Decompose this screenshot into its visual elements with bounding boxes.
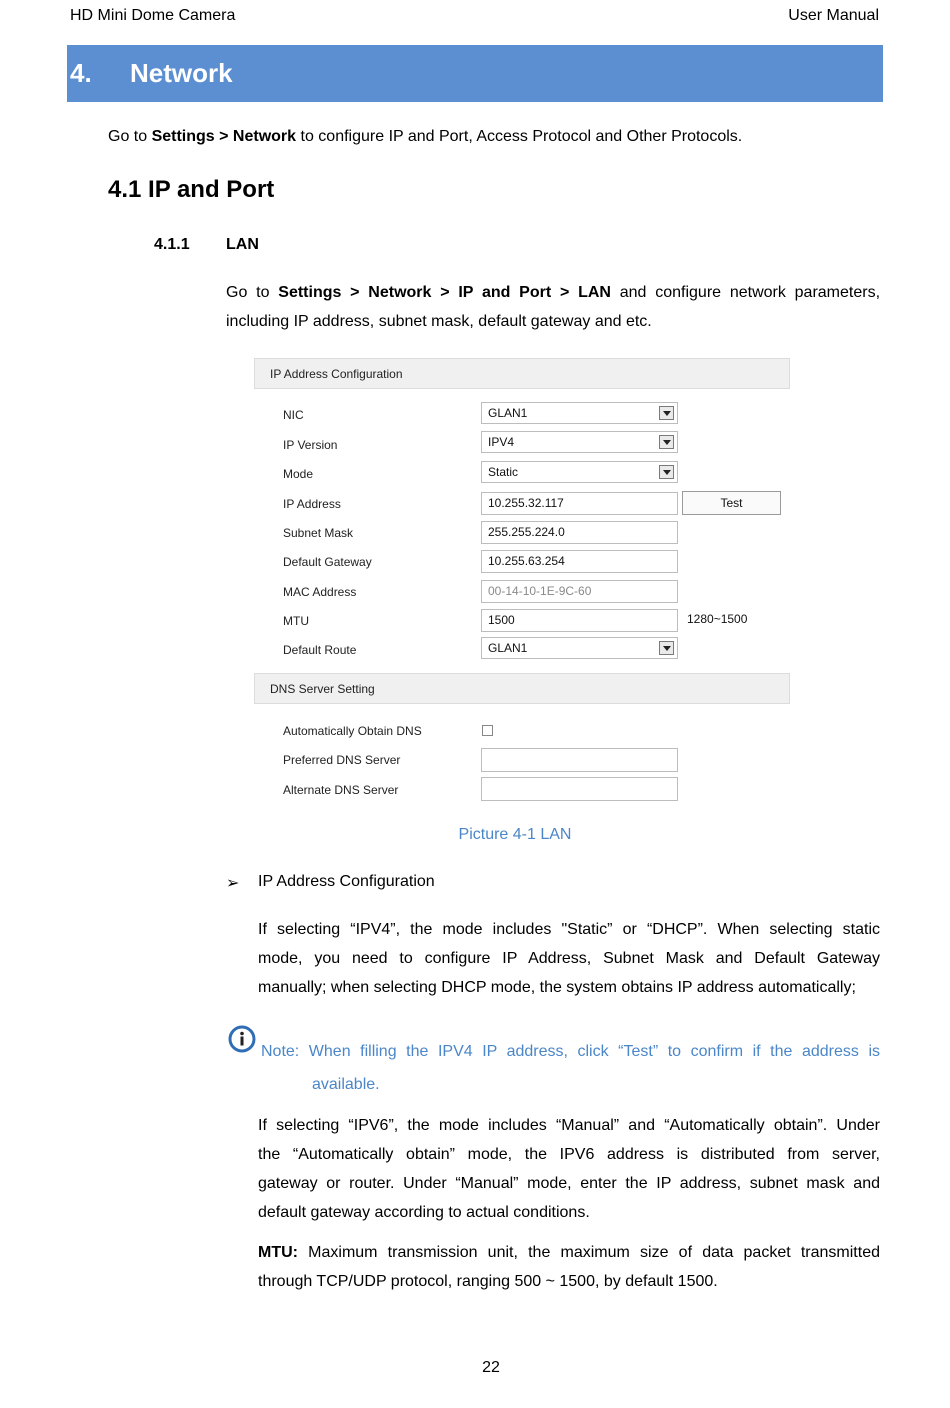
preferred-dns-label: Preferred DNS Server [283, 753, 401, 767]
nic-label: NIC [283, 408, 304, 422]
mac-address-value: 00-14-10-1E-9C-60 [488, 584, 592, 598]
info-icon [228, 1025, 256, 1053]
ipv4-para-line2: mode, you need to configure IP Address, Subnet Mask and Default Gateway [258, 950, 880, 967]
mode-select[interactable] [481, 461, 678, 483]
note-line2: available. [312, 1076, 380, 1093]
nic-select[interactable] [481, 402, 678, 424]
subnet-mask-label: Subnet Mask [283, 526, 354, 540]
mac-address-label: MAC Address [283, 585, 357, 599]
mode-label: Mode [283, 467, 314, 481]
lan-intro-post: and configure network parameters, [610, 284, 881, 301]
ipv6-para-line2: the “Automatically obtain” mode, the IPV6 address is distributed from server, [258, 1146, 880, 1163]
subsection-number: 4.1.1 [154, 236, 190, 253]
mtu-input[interactable] [481, 609, 678, 632]
default-gateway-value: 10.255.63.254 [488, 554, 565, 568]
mtu-para-text: Maximum transmission unit, the maximum size of data packet transmitted [297, 1244, 880, 1261]
ip-address-input[interactable] [481, 492, 678, 515]
mac-address-input [481, 580, 678, 603]
default-route-label: Default Route [283, 643, 357, 657]
bullet-arrow-icon: ➢ [226, 875, 240, 892]
subnet-mask-input[interactable] [481, 521, 678, 544]
lan-intro-path: Settings > Network > IP and Port > LAN [278, 284, 611, 301]
alternate-dns-label: Alternate DNS Server [283, 783, 399, 797]
test-button[interactable]: Test [682, 491, 781, 515]
ip-version-value: IPV4 [488, 435, 515, 449]
lan-intro-line2: including IP address, subnet mask, default gateway and etc. [226, 313, 652, 330]
mtu-bold-label: MTU: [258, 1244, 298, 1261]
bullet-heading: IP Address Configuration [258, 873, 435, 890]
nic-value: GLAN1 [488, 406, 528, 420]
dns-section-title: DNS Server Setting [270, 682, 375, 696]
mtu-value: 1500 [488, 613, 515, 627]
ipv6-para-line4: default gateway according to actual conditions. [258, 1204, 590, 1221]
mode-value: Static [488, 465, 519, 479]
ip-version-select[interactable] [481, 431, 678, 453]
default-gateway-label: Default Gateway [283, 555, 372, 569]
default-route-value: GLAN1 [488, 641, 528, 655]
intro-paragraph [108, 122, 742, 151]
mtu-para-line1 [258, 1238, 880, 1267]
auto-dns-label: Automatically Obtain DNS [283, 724, 422, 738]
mtu-range-hint: 1280~1500 [687, 612, 748, 626]
default-route-select[interactable] [481, 637, 678, 659]
intro-post: to configure IP and Port, Access Protocol and Other Protocols. [296, 128, 743, 145]
dns-section-bar [254, 673, 790, 704]
header-doc-title: HD Mini Dome Camera [70, 7, 236, 24]
chevron-down-icon [659, 406, 674, 420]
ip-config-section-title: IP Address Configuration [270, 367, 403, 381]
ip-config-section-bar [254, 358, 790, 389]
page-number: 22 [482, 1359, 500, 1376]
intro-path: Settings > Network [151, 128, 297, 145]
ipv6-para-line1: If selecting “IPV6”, the mode includes “Manual” and “Automatically obtain”. Under [258, 1117, 880, 1134]
chevron-down-icon [659, 465, 674, 479]
ip-version-label: IP Version [283, 438, 338, 452]
lan-config-screenshot [254, 358, 790, 808]
lan-intro-pre: Go to [226, 284, 279, 301]
mtu-para-line2: through TCP/UDP protocol, ranging 500 ~ 1500, by default 1500. [258, 1273, 718, 1290]
note-line1: Note: When filling the IPV4 IP address, click “Test” to confirm if the address is [261, 1043, 880, 1060]
header-manual-label: User Manual [788, 7, 879, 24]
section-title: 4.1 IP and Port [108, 176, 275, 203]
chapter-title: Network [130, 58, 233, 88]
ip-address-label: IP Address [283, 497, 341, 511]
ipv6-para-line3: gateway or router. Under “Manual” mode, enter the IP address, subnet mask and [258, 1175, 880, 1192]
intro-pre: Go to [108, 128, 152, 145]
alternate-dns-input[interactable] [481, 777, 678, 801]
chevron-down-icon [659, 641, 674, 655]
figure-caption: Picture 4-1 LAN [458, 826, 572, 843]
auto-dns-checkbox[interactable] [482, 725, 493, 736]
ipv4-para-line1: If selecting “IPV4”, the mode includes "Static” or “DHCP”. When selecting static [258, 921, 880, 938]
ipv4-para-line3: manually; when selecting DHCP mode, the system obtains IP address automatically; [258, 979, 856, 996]
chevron-down-icon [659, 435, 674, 449]
subsection-title: LAN [226, 236, 259, 253]
subnet-mask-value: 255.255.224.0 [488, 525, 565, 539]
chapter-number: 4. [70, 58, 92, 88]
mtu-label: MTU [283, 614, 309, 628]
default-gateway-input[interactable] [481, 550, 678, 573]
lan-intro-line1 [226, 278, 880, 307]
preferred-dns-input[interactable] [481, 748, 678, 772]
ip-address-value: 10.255.32.117 [488, 496, 564, 510]
